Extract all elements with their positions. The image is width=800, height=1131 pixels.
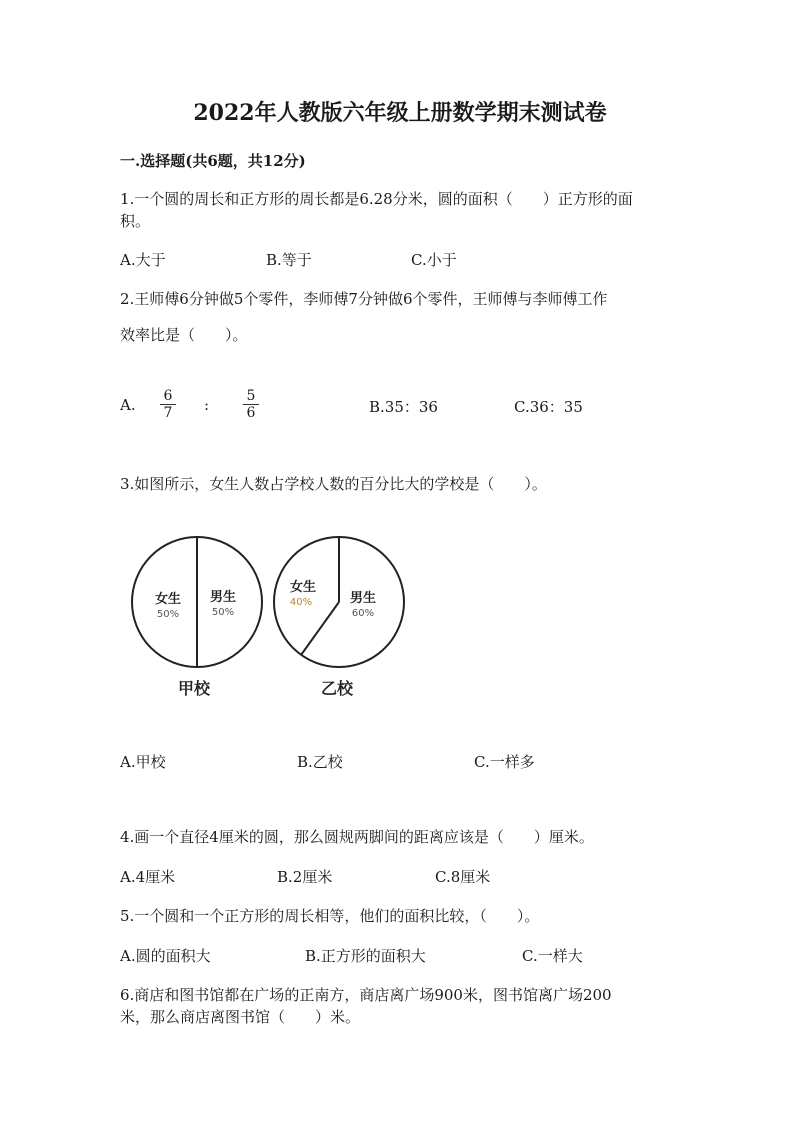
school2-girls-pct: 40% [289, 597, 313, 608]
question-2-line-1: 2.王师傅6分钟做5个零件，李师傅7分钟做6个零件，王师傅与李师傅工作 [120, 290, 608, 308]
question-5-option-a: A.圆的面积大 [120, 947, 211, 965]
question-5-line-1: 5.一个圆和一个正方形的周长相等，他们的面积比较，（ ）。 [120, 907, 540, 925]
question-6-line-2: 米，那么商店离图书馆（ ）米。 [120, 1008, 361, 1026]
question-4-option-c: C.8厘米 [435, 868, 491, 886]
school2-boys-pct: 60% [351, 608, 375, 619]
school2-boys-label: 男生 [349, 591, 377, 606]
question-2-option-c: C.36：35 [514, 398, 583, 416]
school2-divider-slant [301, 602, 339, 655]
school1-girls-pct: 50% [156, 609, 180, 620]
question-1-line-1: 1.一个圆的周长和正方形的周长都是6.28分米，圆的面积（ ）正方形的面 [120, 190, 633, 208]
question-2-fraction-2 [243, 388, 259, 421]
fraction-1-denominator: 7 [163, 405, 173, 421]
question-2-option-b: B.35：36 [369, 398, 438, 416]
school1-name: 甲校 [177, 679, 211, 698]
fraction-2-numerator: 5 [243, 388, 259, 405]
page-title: 2022年人教版六年级上册数学期末测试卷 [193, 100, 607, 126]
question-4-option-b: B.2厘米 [277, 868, 333, 886]
question-3-option-c: C.一样多 [474, 753, 535, 771]
question-2-ratio-separator: : [204, 396, 210, 414]
question-6-line-1: 6.商店和图书馆都在广场的正南方，商店离广场900米，图书馆离广场200 [120, 986, 612, 1004]
fraction-2-denominator: 6 [246, 405, 256, 421]
question-2-fraction-1 [160, 388, 176, 421]
fraction-1-numerator: 6 [160, 388, 176, 405]
question-1-option-c: C.小于 [411, 251, 457, 269]
school1-girls-label: 女生 [154, 592, 182, 607]
school1-boys-label: 男生 [209, 590, 237, 605]
question-3-line-1: 3.如图所示，女生人数占学校人数的百分比大的学校是（ ）。 [120, 475, 547, 493]
pie-charts-figure [120, 525, 420, 705]
question-2-line-2: 效率比是（ ）。 [120, 326, 248, 344]
question-1-option-a: A.大于 [120, 251, 166, 269]
question-5-option-b: B.正方形的面积大 [305, 947, 426, 965]
school1-boys-pct: 50% [211, 607, 235, 618]
question-5-option-c: C.一样大 [522, 947, 583, 965]
question-4-line-1: 4.画一个直径4厘米的圆，那么圆规两脚间的距离应该是（ ）厘米。 [120, 828, 594, 846]
question-3-option-a: A.甲校 [120, 753, 166, 771]
question-1-option-b: B.等于 [266, 251, 312, 269]
school2-girls-label: 女生 [289, 580, 317, 595]
question-2-option-a-label: A. [120, 396, 136, 414]
school2-name: 乙校 [320, 679, 354, 698]
question-1-line-2: 积。 [120, 212, 151, 230]
question-4-option-a: A.4厘米 [120, 868, 176, 886]
section-heading: 一.选择题(共6题，共12分) [120, 152, 306, 170]
question-3-option-b: B.乙校 [297, 753, 343, 771]
